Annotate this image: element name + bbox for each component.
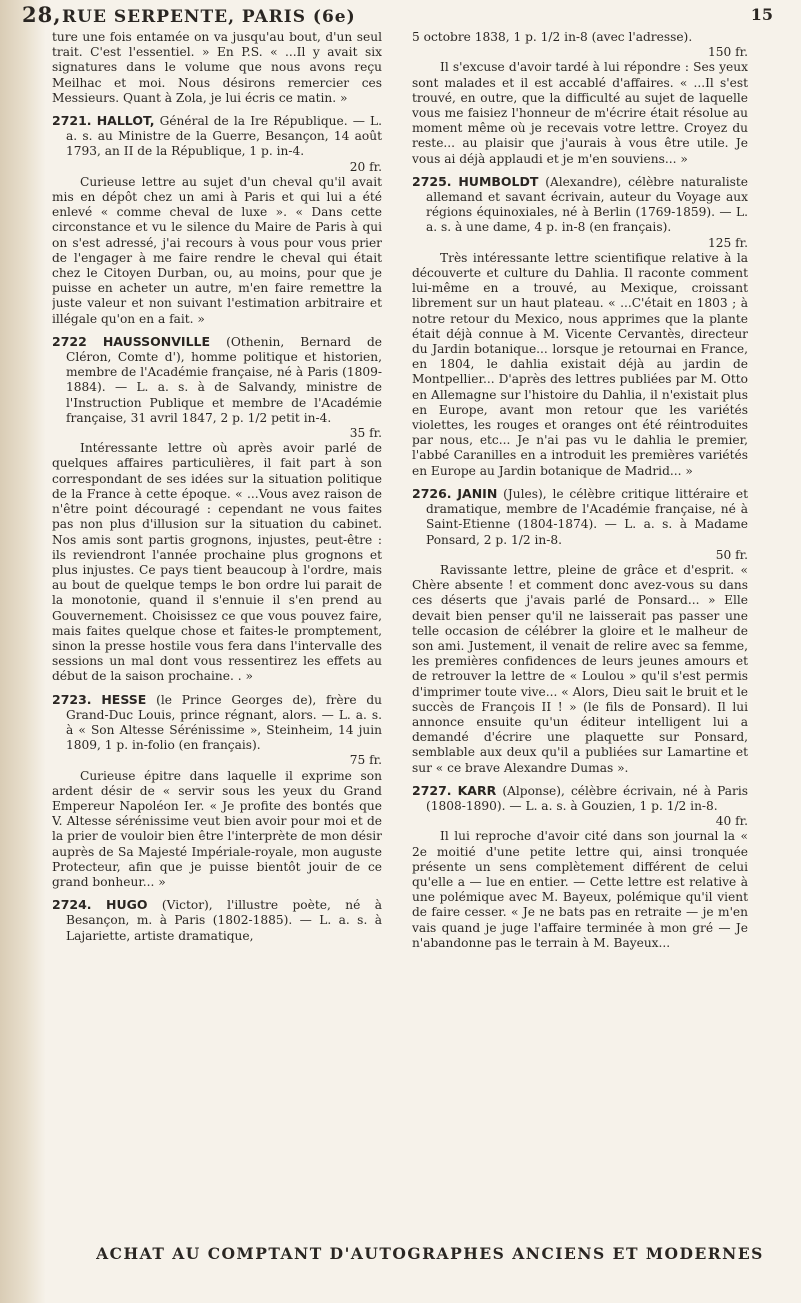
entry-price: 40 fr. [715,814,748,829]
entry-body: Intéressante lettre où après avoir parlé de quelques affaires particulières, il fait part à son correspondant de ses idées sur la situation politique de la France à cette époque. « ...Vous avez raison de n'être point découragé : cependant ne vous faites pas non plus d'illusion sur la situation du cabinet. Nos amis sont partis grognons, injustes, peut-être : ils reviendront l'année prochaine plus grognons et plus injustes. Ce pays tient beaucoup à l'ordre, mais au bout de quelque temps le bon ordre lui parait de la monotonie, quand il s'ennuie il s'en prend au Gouvernement. Choisissez ce que vous pouvez faire, mais faites quelque chose et faites-le promptement, sinon la presse hostile vous fera dans l'intervalle des sessions un mal dont vous ressentirez les effets au début de la saison prochaine. . » [52,441,382,684]
catalogue-entry [412,174,748,479]
entry-price: 35 fr. [349,426,382,441]
right-column [412,30,748,1235]
page-footer: ACHAT AU COMPTANT D'AUTOGRAPHES ANCIENS ET MODERNES [96,1244,764,1263]
entry-name: HUGO [105,897,148,913]
entry-heading [412,486,748,563]
page-edge-shadow [0,0,46,1303]
entry-description: (Victor), l'illustre poète, né à Besançon, m. à Paris (1802-1885). — L. a. s. à Lajariette, artiste dramatique, [66,898,382,943]
entry-name: KARR [457,782,497,798]
entry-heading [52,692,382,769]
entry-number: 2727. [412,782,452,798]
entry-body: Très intéressante lettre scientifique relative à la découverte et culture du Dahlia. Il raconte comment lui-même en a trouvé, au Mexique, croissant librement sur un haut plateau. « ...C'était en 1803 ; à notre retour du Mexico, nous apprimes que la plante était déjà connue à M. Vicente Cervantès, directeur du Jardin botanique... lorsque je retournai en France, en 1804, le dahlia existait déjà au jardin de Montpellier... D'après des lettres publiées par M. Otto en Allemagne sur l'histoire du Dahlia, il n'existait plus en Europe, avant mon retour que les variétés violettes, les rouges et oranges ont été réintroduites par nous, etc... Je n'ai pas vu le dahlia le premier, l'abbé Caranilles en a introduit les premières variétés en Europe au Jardin botanique de Madrid... » [412,250,748,478]
entry-description: (Alexandre), célèbre naturaliste allemand et savant écrivain, auteur du Voyage aux régions équinoxiales, né à Berlin (1769-1859). — L. a. s. à une dame, 4 p. in-8 (en français). [426,174,748,235]
entry-name: JANIN [457,485,498,501]
catalogue-entry [52,334,382,685]
continuation-heading [412,30,748,60]
continuation-head: 5 octobre 1838, 1 p. 1/2 in-8 (avec l'adresse). [412,30,693,44]
entry-price: 50 fr. [715,547,748,562]
entry-price: 20 fr. [349,159,382,174]
entry-name: HALLOT, [96,113,155,129]
entry-heading [52,334,382,441]
catalogue-entry [52,897,382,944]
entry-name: HUMBOLDT [458,173,539,189]
entry-heading [412,174,748,251]
entry-description: (Alponse), célèbre écrivain, né à Paris (1808-1890). — L. a. s. à Gouzien, 1 p. 1/2 in-8. [426,783,748,813]
entry-name: HESSE [101,691,147,707]
entry-number: 2726. [412,485,452,501]
entry-description: (Jules), le célèbre critique littéraire et dramatique, membre de l'Académie française, né à Saint-Etienne (1804-1874). — L. a. s. à Madame Ponsard, 2 p. 1/2 in-8. [426,486,748,547]
entry-price: 75 fr. [349,753,382,768]
entry-heading [52,897,382,944]
catalogue-entry [52,692,382,891]
entry-number: 2723. [52,691,92,707]
entry-body: Il lui reproche d'avoir cité dans son journal la « 2e moitié d'une petite lettre qui, ainsi tronquée présente un sens complètement différent de celui qu'elle a — lue en entier. — Cette lettre est relative à une polémique avec M. Bayeux, polémique qu'il vient de faire cesser. « Je ne bats pas en retraite — je m'en vais quand je juge l'affaire terminée à mon gré — Je n'abandonne pas le terrain à M. Bayeux... [412,829,748,950]
entry-number: 2721. [52,113,92,129]
continuation-text: Il s'excuse d'avoir tardé à lui répondre : Ses yeux sont malades et il est accablé d'affaires. « ...Il s'est trouvé, en outre, que la difficulté au sujet de laquelle vous me faisiez l'honneur de m'écrire était résolue au moment même où je recevais votre lettre. Croyez du reste... au plaisir que j'aurais à vous être utile. Je vous ai déjà applaudi et je m'en souviens... » [412,60,748,166]
entry-heading [52,113,382,175]
entry-body: Ravissante lettre, pleine de grâce et d'esprit. « Chère absente ! et comment donc avez-vous su dans ces déserts que j'avais parlé de Ponsard... » Elle devait bien penser qu'il ne laisserait pas passer une telle occasion de célébrer la gloire et le malheur de son ami. Justement, il venait de relire avec sa femme, les premières confidences de leurs jeunes amours et de retrouver la lettre de « Loulou » qu'il s'est permis d'imprimer toute vive... « Alors, Dieu sait le bruit et le succès de François II ! » (le fils de Ponsard). Il lui annonce ensuite qu'un éditeur intelligent lui a demandé d'écrire une plaquette sur Ponsard, semblable aux deux qu'il a publiées sur Lamartine et sur « ce brave Alexandre Dumas ». [412,562,748,775]
page-marker: 15 [750,5,773,24]
entry-number: 2724. [52,897,92,913]
entry-description: Général de la Ire République. — L. a. s. au Ministre de la Guerre, Besançon, 14 août 1793, an II de la République, 1 p. in-4. [66,114,382,159]
entry-description: (Othenin, Bernard de Cléron, Comte d'), homme politique et historien, membre de l'Académie française, né à Paris (1809-1884). — L. a. s. à de Salvandy, ministre de l'Instruction Publique et membre de l'Académie française, 31 avril 1847, 2 p. 1/2 petit in-4. [66,334,382,425]
catalogue-entry [52,113,382,327]
entry-heading [412,783,748,830]
entry-body: Curieuse épitre dans laquelle il exprime son ardent désir de « servir sous les yeux du Grand Empereur Napoléon Ier. « Je profite des bontés que V. Altesse sérénissime veut bien avoir pour moi et de la prier de vouloir bien être l'interprète de mon désir auprès de Sa Majesté Impériale-royale, mon auguste Protecteur, afin que je puisse bientôt jouir de ce grand bonheur... » [52,768,382,889]
continuation-text: ture une fois entamée on va jusqu'au bout, d'un seul trait. C'est l'essentiel. » En P.S. « ...Il y avait six signatures dans le volume que nous avons reçu Meilhac et moi. Nous désirons remercier ces Messieurs. Quant à Zola, je lui écris ce matin. » [52,30,382,105]
entry-name: HAUSSONVILLE [102,333,211,349]
entry-body: Curieuse lettre au sujet d'un cheval qu'il avait mis en dépôt chez un ami à Paris et qui lui a été enlevé « comme cheval de luxe ». « Dans cette circonstance et vu le silence du Maire de Paris à qui on s'est adressé, j'ai recours à vous pour vous prier de l'engager à me faire rendre le cheval qui était chez le Citoyen Durban, ou, au moins, pour que je puisse en acheter un autre, m'en faire remettre la juste valeur et non suivant l'estimation arbitraire et illégale qu'on en a fait. » [52,174,382,326]
entry-number: 2722 [52,333,87,349]
page-number: 28, [22,2,62,27]
entry-description: (le Prince Georges de), frère du Grand-Duc Louis, prince régnant, alors. — L. a. s. à « Son Altesse Sérénissime », Steinheim, 14 juin 1809, 1 p. in-folio (en français). [66,692,382,753]
catalogue-entry [412,783,748,951]
left-column [52,30,382,1235]
header-address: RUE SERPENTE, PARIS (6e) [62,7,356,27]
catalogue-entry [412,486,748,776]
entry-price: 150 fr. [707,45,748,60]
entry-number: 2725. [412,173,452,189]
entry-price: 125 fr. [707,235,748,250]
